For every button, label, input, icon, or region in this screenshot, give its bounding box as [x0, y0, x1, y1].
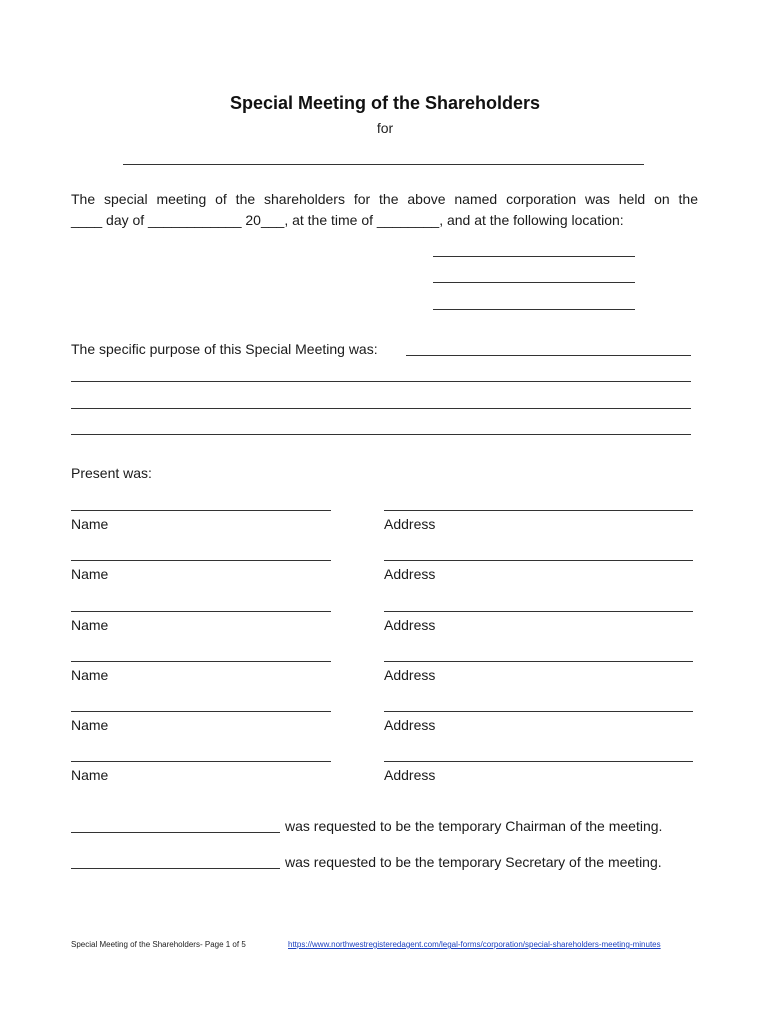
corporation-name-line	[123, 164, 644, 165]
name-line	[71, 510, 331, 511]
chairman-text: was requested to be the temporary Chairman of the meeting.	[285, 818, 663, 834]
document-title: Special Meeting of the Shareholders	[229, 93, 541, 113]
purpose-line-2	[71, 408, 691, 409]
address-label: Address	[384, 767, 436, 783]
address-label: Address	[384, 717, 436, 733]
address-line	[384, 661, 693, 662]
intro-line-1: The special meeting of the shareholders for the above named corporation was held on the	[71, 191, 698, 207]
purpose-line-inline	[406, 355, 691, 356]
name-line	[71, 560, 331, 561]
address-label: Address	[384, 617, 436, 633]
footer-page-info: Special Meeting of the Shareholders- Page 1 of 5	[71, 940, 246, 949]
secretary-text: was requested to be the temporary Secretary of the meeting.	[285, 854, 662, 870]
name-label: Name	[71, 617, 109, 633]
document-subtitle: for	[376, 120, 394, 136]
name-line	[71, 661, 331, 662]
intro-paragraph	[71, 189, 698, 231]
purpose-line-1	[71, 381, 691, 382]
purpose-line-3	[71, 434, 691, 435]
present-label: Present was:	[71, 465, 152, 481]
location-line-2	[433, 282, 635, 283]
address-label: Address	[384, 667, 436, 683]
chairman-line	[71, 832, 280, 833]
footer-source-link[interactable]: https://www.northwestregisteredagent.com/legal-forms/corporation/special-shareholders-meeting-minutes	[288, 940, 661, 949]
name-label: Name	[71, 516, 109, 532]
address-line	[384, 611, 693, 612]
address-line	[384, 510, 693, 511]
location-line-3	[433, 309, 635, 310]
address-label: Address	[384, 516, 436, 532]
name-label: Name	[71, 717, 109, 733]
address-line	[384, 560, 693, 561]
name-line	[71, 761, 331, 762]
location-line-1	[433, 256, 635, 257]
intro-line-2: ____ day of ____________ 20___, at the time of ________, and at the following location:	[71, 212, 624, 228]
address-label: Address	[384, 566, 436, 582]
name-line	[71, 711, 331, 712]
name-label: Name	[71, 566, 109, 582]
purpose-label: The specific purpose of this Special Meeting was:	[71, 341, 378, 357]
name-label: Name	[71, 667, 109, 683]
secretary-line	[71, 868, 280, 869]
name-line	[71, 611, 331, 612]
name-label: Name	[71, 767, 109, 783]
address-line	[384, 761, 693, 762]
address-line	[384, 711, 693, 712]
